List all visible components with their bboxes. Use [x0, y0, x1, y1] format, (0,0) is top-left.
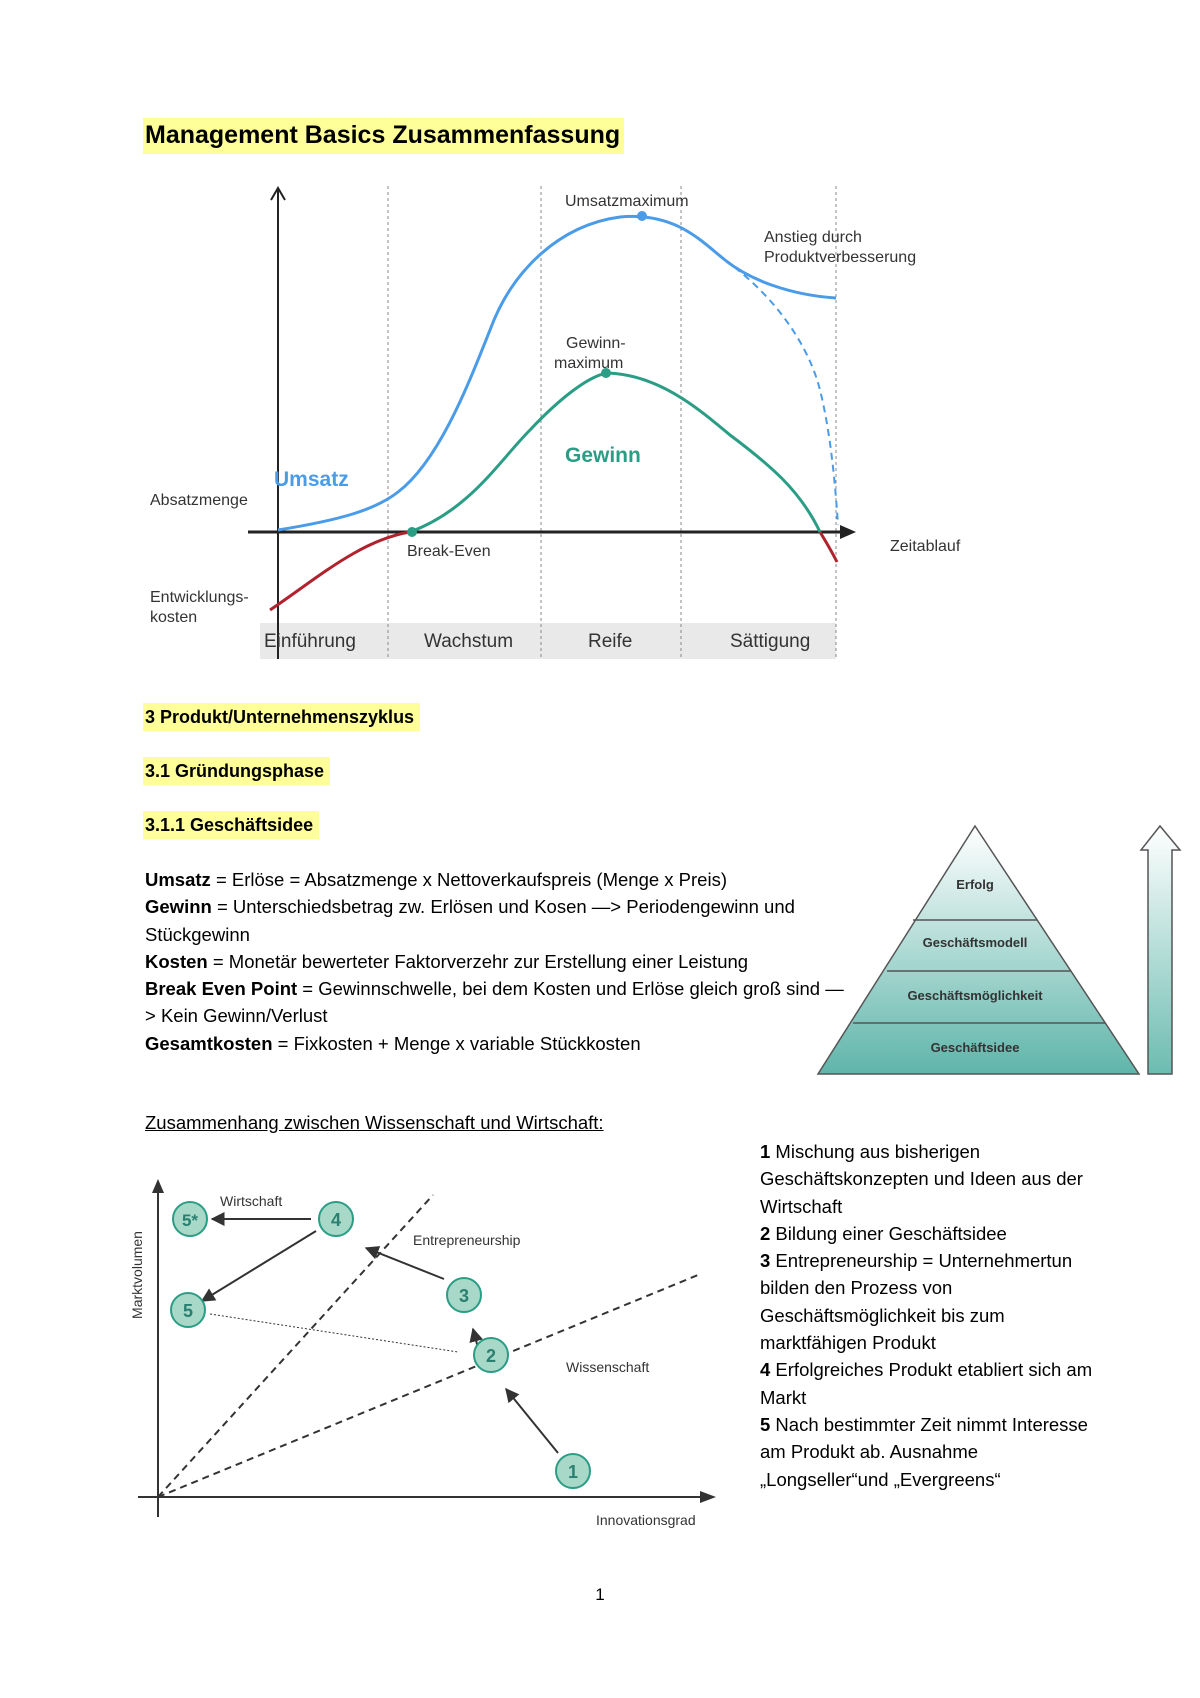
node-5-star [173, 1202, 207, 1236]
node-label: 5 [182, 1301, 194, 1321]
pyramid-level-geschaeftsmoeglichkeit: Geschäftsmöglichkeit [907, 988, 1043, 1003]
heading-3-1-1: 3.1.1 Geschäftsidee [143, 811, 319, 839]
innovation-diagram [128, 1175, 728, 1545]
zeitablauf-label: Zeitablauf [890, 538, 961, 555]
phase-wachstum: Wachstum [424, 631, 514, 652]
pyramid-body [818, 826, 1139, 1074]
wirtschaft-boundary-line [158, 1195, 433, 1497]
gewinn-label: Gewinn [565, 444, 641, 467]
umsatz-curve [278, 216, 836, 530]
gewinnmaximum-label-2: maximum [554, 355, 624, 372]
umsatzmaximum-point [637, 211, 647, 221]
entwicklungskosten-label-1: Entwicklungs- [150, 589, 249, 606]
kosten-curve [270, 532, 410, 610]
heading-3: 3 Produkt/Unternehmenszyklus [143, 703, 420, 731]
page-number: 1 [595, 1585, 605, 1604]
break-even-label: Break-Even [407, 543, 491, 560]
node-label: 3 [458, 1286, 470, 1306]
definitions [145, 866, 865, 1057]
node-label: 2 [485, 1346, 497, 1366]
umsatzmaximum-label: Umsatzmaximum [565, 193, 689, 210]
step-3: 3 Entrepreneurship = Unternehmertun bilden den Prozess von Geschäftsmöglichkeit bis zum marktfähigen Produkt [760, 1250, 1073, 1354]
x-axis-arrow [840, 525, 856, 539]
wissenschaft-label: Wissenschaft [566, 1359, 650, 1375]
steps-list [760, 1138, 1105, 1493]
absatzmenge-label: Absatzmenge [150, 492, 248, 509]
heading-3-1: 3.1 Gründungsphase [143, 757, 330, 785]
node-5 [171, 1293, 205, 1327]
page-title: Management Basics Zusammenfassung [143, 118, 624, 154]
node-4 [319, 1202, 353, 1236]
innovationsgrad-label: Innovationsgrad [596, 1512, 696, 1528]
arrow-1-to-2 [506, 1389, 558, 1453]
gewinnmaximum-label-1: Gewinn- [566, 335, 626, 352]
marktvolumen-label: Marktvolumen [129, 1231, 145, 1319]
definition-gesamtkosten: Gesamtkosten = Fixkosten + Menge x variable Stückkosten [145, 1032, 641, 1054]
node-label: 4 [330, 1210, 342, 1230]
phase-reife: Reife [588, 631, 633, 652]
node-2 [474, 1338, 508, 1372]
definition-umsatz: Umsatz = Erlöse = Absatzmenge x Nettoverkaufspreis (Menge x Preis) [145, 869, 727, 890]
entwicklungskosten-label-2: kosten [150, 609, 198, 626]
step-4: 4 Erfolgreiches Produkt etabliert sich am Markt [760, 1359, 1093, 1408]
pyramid-level-erfolg: Erfolg [956, 877, 994, 892]
phase-einfuehrung: Einführung [264, 631, 356, 652]
step-2: 2 Bildung einer Geschäftsidee [760, 1222, 1007, 1244]
step-5: 5 Nach bestimmter Zeit nimmt Interesse am Produkt ab. Ausnahme „Longseller“und „Evergreens“ [760, 1413, 1088, 1490]
step-1: 1 Mischung aus bisherigen Geschäftskonzepten und Ideen aus der Wirtschaft [760, 1141, 1083, 1217]
phase-saettigung: Sättigung [730, 631, 811, 652]
node-1 [556, 1454, 590, 1488]
entrepreneurship-label: Entrepreneurship [413, 1232, 521, 1248]
definition-break-even: Break Even Point = Gewinnschwelle, bei dem Kosten und Erlöse gleich groß sind —> Kein Gewinn/Verlust [145, 978, 844, 1027]
arrow-3-to-4 [366, 1248, 444, 1279]
wirtschaft-label: Wirtschaft [220, 1193, 283, 1209]
node-label: 1 [567, 1462, 579, 1482]
y-axis-arrow [152, 1179, 164, 1193]
dotted-link [210, 1314, 458, 1352]
section-title-wissenschaft-wirtschaft: Zusammenhang zwischen Wissenschaft und Wirtschaft: [145, 1112, 604, 1133]
break-even-point [407, 527, 417, 537]
node-label: 5* [181, 1211, 199, 1230]
pyramid-level-geschaeftsmodell: Geschäftsmodell [922, 935, 1028, 950]
x-axis-arrow [700, 1491, 716, 1503]
loss-curve [820, 532, 837, 562]
product-lifecycle-diagram [140, 180, 980, 660]
anstieg-label-1: Anstieg durch [764, 229, 862, 246]
up-arrow-icon [1141, 826, 1180, 1074]
umsatz-decline-curve [725, 260, 838, 525]
definition-gewinn: Gewinn = Unterschiedsbetrag zw. Erlösen und Kosen —> Periodengewinn und Stückgewinn [145, 896, 795, 945]
definition-kosten: Kosten = Monetär bewerteter Faktorverzehr zur Erstellung einer Leistung [145, 950, 749, 972]
business-pyramid [815, 822, 1185, 1077]
anstieg-label-2: Produktverbesserung [764, 249, 917, 266]
node-3 [447, 1278, 481, 1312]
umsatz-label: Umsatz [274, 468, 349, 491]
pyramid-level-geschaeftsidee: Geschäftsidee [930, 1040, 1020, 1055]
arrow-4-to-5 [202, 1231, 316, 1301]
wissenschaft-boundary-line [158, 1275, 698, 1497]
